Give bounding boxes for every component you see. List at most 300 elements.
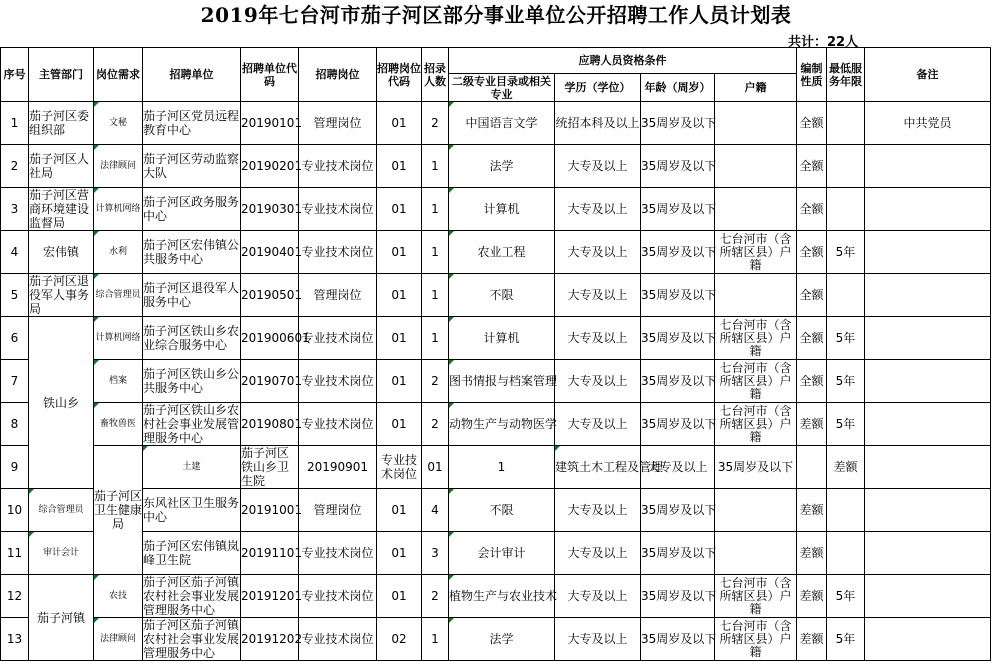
cell-years bbox=[827, 274, 865, 317]
cell-text: 茄子河区党员远程教育中心 bbox=[143, 109, 240, 137]
cell-edu bbox=[555, 274, 641, 317]
cell-text: 20191101 bbox=[241, 546, 303, 560]
cell-note bbox=[865, 575, 991, 618]
cell-text: 茄子河区铁山乡农业综合服务中心 bbox=[143, 324, 240, 352]
cell-text: 全额 bbox=[799, 288, 824, 302]
cell-text: 差额 bbox=[799, 632, 824, 646]
cell-unit-code bbox=[241, 360, 303, 403]
cell-text: 法律顾问 bbox=[99, 161, 136, 171]
cell-req bbox=[94, 102, 143, 145]
header-years: 最低服务年限 bbox=[827, 48, 865, 102]
cell-text: 专业技术岗位 bbox=[301, 331, 374, 345]
cell-years bbox=[827, 145, 865, 188]
cell-text: 茄子河区铁山乡公共服务中心 bbox=[143, 367, 240, 395]
cell-hukou bbox=[715, 360, 797, 403]
cell-nature bbox=[797, 317, 827, 360]
cell-text: 35周岁及以下 bbox=[641, 245, 717, 259]
cell-text: 01 bbox=[391, 245, 407, 259]
cell-text: 建筑土木工程及管理 bbox=[555, 460, 664, 474]
cell-text: 茄子河区劳动监察大队 bbox=[143, 152, 240, 180]
cell-years bbox=[865, 446, 991, 489]
cell-text: 专业技术岗位 bbox=[301, 202, 374, 216]
cell-text: 专业技术岗位 bbox=[380, 453, 417, 481]
cell-text: 5年 bbox=[835, 331, 856, 345]
cell-age bbox=[641, 317, 715, 360]
cell-unit-code bbox=[241, 403, 303, 446]
cell-edu bbox=[555, 532, 641, 575]
cell-text: 大专及以上 bbox=[567, 159, 628, 173]
cell-text: 茄子河区退役军人服务中心 bbox=[143, 281, 240, 309]
cell-unit-code bbox=[241, 145, 303, 188]
cell-text: 植物生产与农业技术 bbox=[449, 589, 558, 603]
cell-years bbox=[827, 403, 865, 446]
cell-count bbox=[422, 231, 449, 274]
cell-unit-code bbox=[241, 532, 303, 575]
cell-text: 畜牧兽医 bbox=[99, 419, 136, 429]
cell-years bbox=[827, 575, 865, 618]
cell-age bbox=[641, 231, 715, 274]
cell-edu bbox=[555, 618, 641, 661]
cell-post bbox=[299, 360, 377, 403]
cell-seq bbox=[1, 532, 29, 575]
cell-hukou bbox=[715, 489, 797, 532]
table-row bbox=[1, 489, 991, 532]
cell-years bbox=[827, 317, 865, 360]
cell-post-code bbox=[422, 446, 449, 489]
cell-hukou bbox=[715, 188, 797, 231]
header-count: 招录人数 bbox=[422, 48, 449, 102]
cell-unit-code bbox=[241, 575, 303, 618]
cell-seq bbox=[1, 274, 29, 317]
cell-post-code bbox=[377, 532, 422, 575]
header-nature: 编制性质 bbox=[797, 48, 827, 102]
cell-text: 01 bbox=[391, 159, 407, 173]
cell-unit bbox=[143, 274, 241, 317]
cell-text: 20190901 bbox=[306, 460, 369, 474]
cell-text: 10 bbox=[6, 503, 23, 517]
cell-hukou bbox=[715, 274, 797, 317]
cell-text: 5年 bbox=[835, 245, 856, 259]
cell-dept: 茄子河镇 bbox=[29, 575, 94, 661]
cell-hukou bbox=[715, 145, 797, 188]
cell-post-code bbox=[377, 102, 422, 145]
cell-text: 2 bbox=[431, 417, 439, 431]
cell-edu bbox=[555, 188, 641, 231]
cell-unit bbox=[143, 489, 241, 532]
cell-unit-code bbox=[241, 102, 303, 145]
cell-text: 20190501 bbox=[241, 288, 303, 302]
cell-text: 全额 bbox=[799, 331, 824, 345]
cell-seq bbox=[1, 489, 29, 532]
cell-major bbox=[449, 532, 555, 575]
cell-unit-code bbox=[299, 446, 377, 489]
table-row bbox=[1, 317, 991, 360]
cell-text: 11 bbox=[6, 546, 23, 560]
cell-nature bbox=[827, 446, 865, 489]
cell-text: 35周岁及以下 bbox=[641, 159, 717, 173]
cell-text: 35周岁及以下 bbox=[641, 632, 717, 646]
cell-text: 35周岁及以下 bbox=[717, 460, 794, 474]
cell-edu bbox=[555, 403, 641, 446]
cell-text: 201900601 bbox=[241, 331, 310, 345]
cell-major bbox=[449, 403, 558, 446]
cell-text: 2 bbox=[431, 374, 439, 388]
cell-text: 茄子河区政务服务中心 bbox=[143, 195, 240, 223]
cell-text: 4 bbox=[431, 503, 439, 517]
cell-text: 专业技术岗位 bbox=[301, 159, 374, 173]
cell-note bbox=[865, 274, 991, 317]
cell-dept: 宏伟镇 bbox=[29, 231, 94, 274]
cell-nature bbox=[797, 489, 827, 532]
cell-major bbox=[449, 145, 555, 188]
cell-seq bbox=[1, 403, 29, 446]
cell-text: 1 bbox=[431, 159, 439, 173]
cell-nature bbox=[797, 231, 827, 274]
cell-text: 管理岗位 bbox=[313, 288, 362, 302]
cell-text: 计算机 bbox=[483, 331, 520, 345]
cell-unit-code bbox=[241, 317, 310, 360]
cell-text: 动物生产与动物医学 bbox=[449, 417, 558, 431]
cell-age bbox=[641, 102, 715, 145]
cell-text: 综合管理员 bbox=[95, 290, 141, 300]
cell-dept: 茄子河区委组织部 bbox=[29, 102, 94, 145]
header-req: 岗位需求 bbox=[94, 48, 143, 102]
cell-edu bbox=[555, 489, 641, 532]
header-qualifications: 应聘人员资格条件 bbox=[449, 48, 797, 74]
cell-edu bbox=[555, 231, 641, 274]
cell-age bbox=[641, 145, 715, 188]
cell-unit bbox=[143, 360, 241, 403]
cell-seq bbox=[1, 360, 29, 403]
cell-text: 大专及以上 bbox=[567, 331, 628, 345]
cell-req bbox=[29, 532, 94, 575]
cell-nature bbox=[797, 145, 827, 188]
recruitment-table bbox=[0, 47, 991, 661]
cell-note bbox=[865, 145, 991, 188]
cell-text: 9 bbox=[10, 460, 19, 474]
cell-text: 文秘 bbox=[108, 118, 127, 128]
cell-text: 7 bbox=[10, 374, 19, 388]
cell-count bbox=[422, 102, 449, 145]
cell-post-code bbox=[377, 274, 422, 317]
cell-dept: 茄子河区营商环境建设监督局 bbox=[29, 188, 94, 231]
cell-text: 01 bbox=[391, 202, 407, 216]
cell-seq bbox=[1, 618, 29, 661]
cell-count bbox=[422, 489, 449, 532]
cell-years bbox=[827, 102, 865, 145]
cell-post bbox=[299, 231, 377, 274]
cell-hukou bbox=[715, 102, 797, 145]
cell-text: 土建 bbox=[182, 462, 201, 472]
cell-req bbox=[94, 231, 143, 274]
cell-unit bbox=[143, 188, 241, 231]
table-row bbox=[1, 575, 991, 618]
cell-age bbox=[641, 618, 715, 661]
table-row bbox=[1, 231, 991, 274]
cell-nature bbox=[797, 360, 827, 403]
cell-text: 大专及以上 bbox=[567, 632, 628, 646]
cell-text: 法律顾问 bbox=[99, 634, 136, 644]
cell-text: 1 bbox=[431, 245, 439, 259]
cell-text: 七台河市（含所辖区县）户籍 bbox=[719, 575, 792, 616]
cell-post bbox=[299, 102, 377, 145]
cell-text: 20190201 bbox=[241, 159, 303, 173]
cell-text: 35周岁及以下 bbox=[641, 546, 717, 560]
cell-dept: 茄子河区退役军人事务局 bbox=[29, 274, 94, 317]
cell-major bbox=[449, 231, 555, 274]
cell-req bbox=[94, 403, 143, 446]
cell-text: 35周岁及以下 bbox=[641, 503, 717, 517]
cell-text: 3 bbox=[431, 546, 439, 560]
cell-unit bbox=[143, 575, 241, 618]
cell-count bbox=[422, 145, 449, 188]
cell-text: 差额 bbox=[799, 546, 824, 560]
cell-text: 差额 bbox=[799, 503, 824, 517]
cell-nature bbox=[797, 188, 827, 231]
cell-years bbox=[827, 188, 865, 231]
cell-hukou bbox=[715, 618, 797, 661]
cell-text: 法学 bbox=[489, 632, 514, 646]
cell-seq bbox=[1, 102, 29, 145]
cell-major bbox=[449, 317, 555, 360]
cell-text: 不限 bbox=[489, 503, 514, 517]
cell-post bbox=[299, 317, 377, 360]
cell-count bbox=[422, 360, 449, 403]
table-row bbox=[1, 188, 991, 231]
cell-text: 差额 bbox=[799, 417, 824, 431]
cell-post bbox=[299, 532, 377, 575]
cell-text: 01 bbox=[391, 374, 407, 388]
cell-text: 图书情报与档案管理 bbox=[449, 374, 558, 388]
cell-text: 35周岁及以下 bbox=[641, 288, 717, 302]
cell-note bbox=[865, 102, 991, 145]
cell-text: 七台河市（含所辖区县）户籍 bbox=[719, 360, 792, 401]
cell-text: 审计会计 bbox=[42, 548, 79, 558]
cell-post-code bbox=[377, 317, 422, 360]
cell-edu bbox=[555, 145, 641, 188]
cell-post bbox=[299, 403, 377, 446]
cell-major bbox=[449, 360, 558, 403]
cell-hukou bbox=[797, 446, 827, 489]
cell-text: 不限 bbox=[489, 288, 514, 302]
cell-req bbox=[94, 618, 143, 661]
cell-text: 5年 bbox=[835, 632, 856, 646]
header-note: 备注 bbox=[865, 48, 991, 102]
cell-count bbox=[422, 618, 449, 661]
page-title: 2019年七台河市茄子河区部分事业单位公开招聘工作人员计划表 bbox=[200, 3, 792, 27]
cell-dept: 茄子河区人社局 bbox=[29, 145, 94, 188]
cell-text: 1 bbox=[431, 632, 439, 646]
cell-text: 大专及以上 bbox=[567, 417, 628, 431]
total-count: 共计：22人 bbox=[788, 35, 859, 50]
cell-major bbox=[449, 575, 558, 618]
cell-text: 12 bbox=[6, 589, 23, 603]
cell-edu bbox=[555, 575, 641, 618]
cell-unit bbox=[241, 446, 299, 489]
cell-text: 01 bbox=[391, 116, 407, 130]
cell-text: 20190301 bbox=[241, 202, 303, 216]
cell-unit bbox=[143, 102, 241, 145]
cell-note bbox=[865, 489, 991, 532]
cell-text: 01 bbox=[391, 546, 407, 560]
cell-post bbox=[299, 575, 377, 618]
cell-text: 综合管理员 bbox=[38, 505, 84, 515]
cell-req bbox=[94, 274, 143, 317]
cell-nature bbox=[797, 575, 827, 618]
cell-text: 茄子河区茄子河镇农村社会事业发展管理服务中心 bbox=[143, 618, 240, 660]
cell-age bbox=[715, 446, 797, 489]
cell-text: 中共党员 bbox=[903, 116, 952, 130]
table-row bbox=[1, 102, 991, 145]
cell-text: 全额 bbox=[799, 159, 824, 173]
cell-req bbox=[94, 575, 143, 618]
cell-text: 20190701 bbox=[241, 374, 303, 388]
cell-text: 1 bbox=[10, 116, 19, 130]
cell-age bbox=[641, 403, 715, 446]
cell-post bbox=[299, 145, 377, 188]
cell-text: 20190801 bbox=[241, 417, 303, 431]
cell-unit-code bbox=[241, 274, 303, 317]
cell-text: 茄子河区宏伟镇岚峰卫生院 bbox=[143, 539, 240, 567]
cell-count bbox=[422, 575, 449, 618]
cell-unit bbox=[143, 145, 241, 188]
cell-text: 1 bbox=[431, 202, 439, 216]
cell-text: 专业技术岗位 bbox=[301, 417, 374, 431]
cell-text: 大专及以上 bbox=[567, 202, 628, 216]
header-dept: 主管部门 bbox=[29, 48, 94, 102]
table-row bbox=[1, 403, 991, 446]
cell-text: 大专及以上 bbox=[567, 589, 628, 603]
cell-edu bbox=[555, 102, 641, 145]
header-post: 招聘岗位 bbox=[299, 48, 377, 102]
cell-post-code bbox=[377, 360, 422, 403]
cell-major bbox=[555, 446, 664, 489]
cell-count bbox=[422, 403, 449, 446]
cell-dept: 铁山乡 bbox=[29, 317, 94, 489]
header-unit: 招聘单位 bbox=[143, 48, 241, 102]
header-seq: 序号 bbox=[1, 48, 29, 102]
cell-text: 13 bbox=[6, 632, 23, 646]
cell-req bbox=[94, 188, 143, 231]
cell-seq bbox=[1, 317, 29, 360]
cell-text: 2 bbox=[431, 116, 439, 130]
cell-edu bbox=[555, 317, 641, 360]
cell-note bbox=[865, 403, 991, 446]
cell-req bbox=[94, 317, 143, 360]
cell-text: 3 bbox=[10, 202, 19, 216]
cell-seq bbox=[1, 575, 29, 618]
cell-seq bbox=[1, 188, 29, 231]
cell-dept: 茄子河区卫生健康局 bbox=[94, 446, 143, 575]
cell-text: 七台河市（含所辖区县）户籍 bbox=[719, 618, 792, 659]
cell-seq bbox=[1, 145, 29, 188]
cell-seq bbox=[1, 446, 29, 489]
cell-text: 1 bbox=[497, 460, 506, 474]
cell-text: 茄子河区铁山乡农村社会事业发展管理服务中心 bbox=[143, 403, 240, 445]
cell-post bbox=[299, 274, 377, 317]
cell-count bbox=[422, 317, 449, 360]
cell-nature bbox=[797, 532, 827, 575]
cell-text: 1 bbox=[431, 288, 439, 302]
cell-note bbox=[865, 618, 991, 661]
cell-hukou bbox=[715, 532, 797, 575]
cell-years bbox=[827, 360, 865, 403]
cell-text: 管理岗位 bbox=[313, 503, 362, 517]
cell-age bbox=[641, 274, 715, 317]
cell-nature bbox=[797, 274, 827, 317]
cell-unit bbox=[143, 403, 241, 446]
cell-hukou bbox=[715, 403, 797, 446]
cell-text: 5年 bbox=[835, 589, 856, 603]
cell-count bbox=[422, 532, 449, 575]
cell-years bbox=[827, 489, 865, 532]
cell-text: 大专及以上 bbox=[567, 546, 628, 560]
cell-text: 七台河市（含所辖区县）户籍 bbox=[719, 403, 792, 444]
cell-hukou bbox=[715, 317, 797, 360]
cell-note bbox=[865, 532, 991, 575]
cell-post bbox=[299, 618, 377, 661]
cell-text: 20191201 bbox=[241, 589, 303, 603]
cell-text: 档案 bbox=[108, 376, 127, 386]
cell-count bbox=[422, 274, 449, 317]
header-hukou: 户籍 bbox=[715, 74, 797, 102]
cell-unit-code bbox=[241, 188, 303, 231]
cell-major bbox=[449, 489, 555, 532]
cell-unit-code bbox=[241, 618, 303, 661]
cell-req bbox=[29, 489, 94, 532]
table-row bbox=[1, 446, 991, 489]
cell-text: 计算机网络 bbox=[95, 204, 141, 214]
cell-major bbox=[449, 274, 555, 317]
cell-post-code bbox=[377, 188, 422, 231]
cell-text: 大专及以上 bbox=[567, 374, 628, 388]
cell-age bbox=[641, 489, 715, 532]
cell-note bbox=[865, 360, 991, 403]
cell-post bbox=[299, 188, 377, 231]
cell-text: 大专及以上 bbox=[567, 288, 628, 302]
cell-seq bbox=[1, 231, 29, 274]
cell-edu bbox=[555, 360, 641, 403]
cell-text: 35周岁及以下 bbox=[641, 374, 717, 388]
cell-text: 大专及以上 bbox=[567, 245, 628, 259]
table-row bbox=[1, 145, 991, 188]
cell-post-code bbox=[377, 145, 422, 188]
cell-unit-code bbox=[241, 231, 303, 274]
cell-note bbox=[865, 231, 991, 274]
cell-years bbox=[827, 532, 865, 575]
cell-unit bbox=[143, 532, 241, 575]
cell-post bbox=[377, 446, 422, 489]
header-age: 年龄（周岁） bbox=[641, 74, 715, 102]
cell-text: 差额 bbox=[799, 589, 824, 603]
table-row bbox=[1, 618, 991, 661]
cell-text: 计算机网络 bbox=[95, 333, 141, 343]
cell-text: 专业技术岗位 bbox=[301, 245, 374, 259]
cell-unit bbox=[143, 231, 241, 274]
cell-req bbox=[94, 360, 143, 403]
header-edu: 学历（学位） bbox=[555, 74, 641, 102]
cell-text: 01 bbox=[391, 288, 407, 302]
cell-text: 全额 bbox=[799, 374, 824, 388]
table-row bbox=[1, 532, 991, 575]
cell-text: 8 bbox=[10, 417, 19, 431]
cell-text: 20190401 bbox=[241, 245, 303, 259]
cell-count bbox=[422, 188, 449, 231]
cell-text: 35周岁及以下 bbox=[641, 202, 717, 216]
cell-nature bbox=[797, 403, 827, 446]
cell-text: 01 bbox=[391, 331, 407, 345]
cell-text: 差额 bbox=[833, 460, 858, 474]
